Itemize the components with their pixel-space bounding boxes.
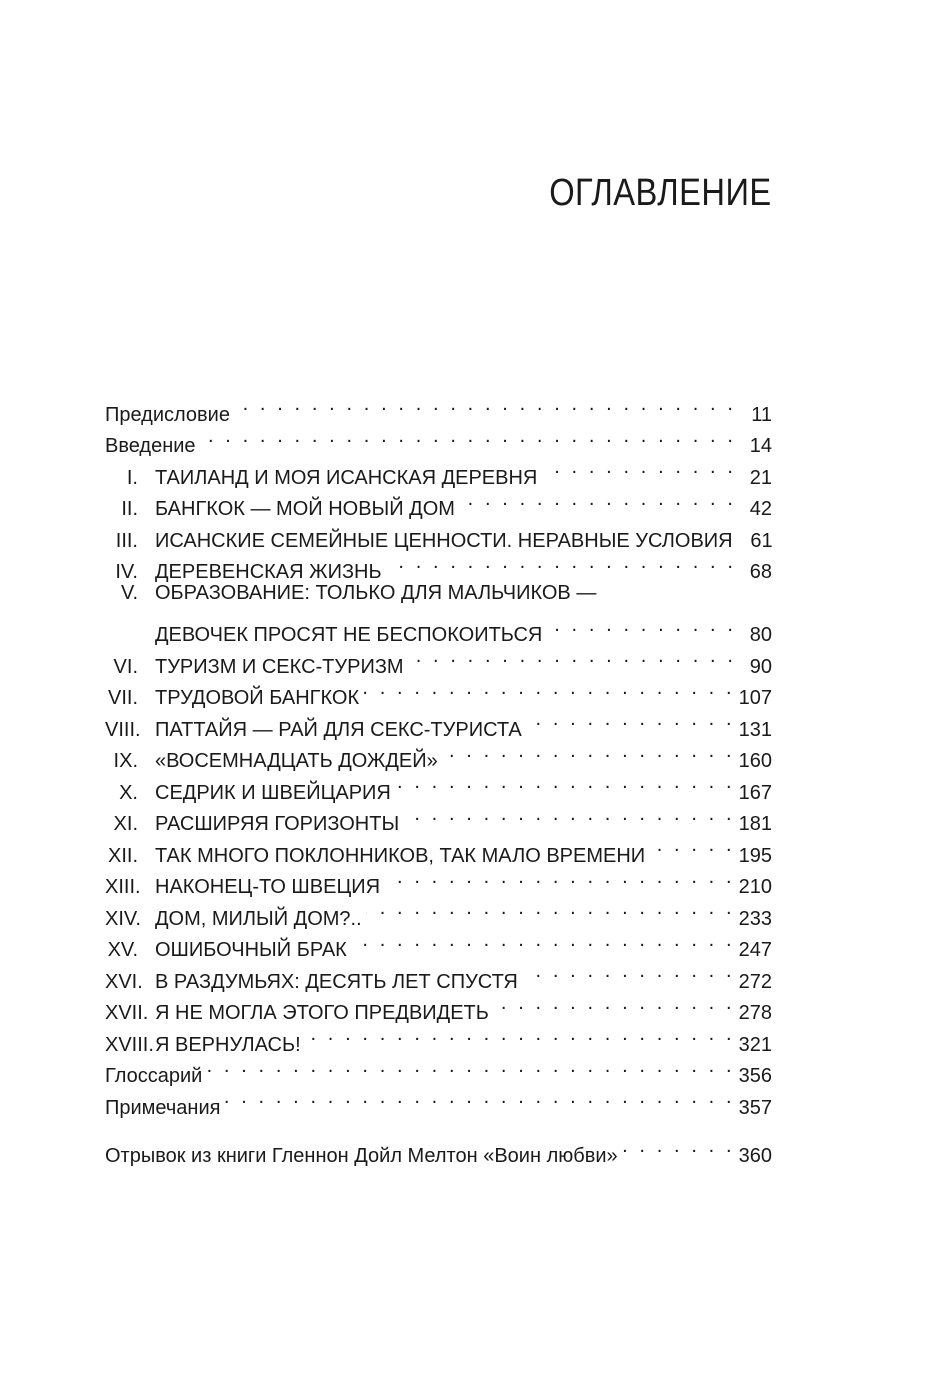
toc-entry-number: IV. (115, 561, 138, 583)
toc-entry-number: X. (119, 781, 138, 804)
toc-entry-page: 360 (738, 1145, 772, 1167)
toc-entry-page: 68 (749, 561, 772, 583)
dot-leader (305, 1019, 735, 1051)
toc-entry-title: ОБРАЗОВАНИЕ: ТОЛЬКО ДЛЯ МАЛЬЧИКОВ — (155, 582, 597, 604)
toc-entry-number: XVIII. (105, 1033, 154, 1056)
toc-entry-number: III. (115, 529, 138, 552)
toc-entry-page: 357 (738, 1096, 772, 1119)
toc-excerpt-row[interactable] (105, 1131, 772, 1167)
toc-entry-title: НАКОНЕЦ-ТО ШВЕЦИЯ (155, 876, 381, 898)
toc-entry-title: ТАИЛАНД И МОЯ ИСАНСКАЯ ДЕРЕВНЯ (155, 466, 538, 489)
dot-leader (351, 925, 735, 957)
toc-entry-page: 80 (749, 624, 772, 646)
toc-entry[interactable] (105, 610, 772, 646)
toc-entry-number: VI. (113, 655, 138, 678)
toc-entry-page: 61 (750, 529, 773, 552)
table-of-contents (105, 389, 773, 1167)
dot-leader (206, 1051, 734, 1083)
page-title: ОГЛАВЛЕНИЕ (549, 172, 772, 214)
toc-entry-title: ПАТТАЙЯ — РАЙ ДЛЯ СЕКС-ТУРИСТА (155, 718, 522, 741)
toc-entry-title: Я НЕ МОГЛА ЭТОГО ПРЕДВИДЕТЬ (155, 1002, 489, 1024)
toc-entry-number: XV. (107, 939, 138, 961)
toc-entry-page: 272 (738, 970, 772, 993)
toc-entry-number: IX. (113, 750, 138, 772)
toc-entry-title: ДОМ, МИЛЫЙ ДОМ?.. (155, 907, 362, 930)
toc-entry-page: 131 (738, 718, 772, 741)
toc-entry-page: 14 (749, 435, 772, 457)
toc-entry-page: 195 (738, 844, 772, 867)
toc-entry[interactable] (105, 1082, 772, 1119)
dot-leader (386, 547, 736, 579)
toc-entry-number: XVI. (105, 970, 143, 993)
dot-leader (546, 610, 736, 642)
toc-entry-page: 21 (749, 466, 772, 489)
dot-leader (363, 673, 735, 705)
toc-entry[interactable] (105, 578, 772, 610)
toc-entry-title: ТАК МНОГО ПОКЛОННИКОВ, ТАК МАЛО ВРЕМЕНИ (155, 844, 646, 867)
dot-leader (442, 736, 735, 768)
toc-entry-number: VIII. (105, 718, 141, 741)
toc-entry-number: XI. (113, 813, 138, 835)
dot-leader (649, 830, 734, 862)
dot-leader (234, 389, 736, 421)
dot-leader (366, 893, 735, 925)
toc-entry-title: «ВОСЕМНАДЦАТЬ ДОЖДЕЙ» (155, 750, 438, 772)
toc-entry-title: Отрывок из книги Гленнон Дойл Мелтон «Воин любви» (105, 1145, 618, 1167)
toc-entry-title: Я ВЕРНУЛАСЬ! (155, 1033, 301, 1056)
toc-entry-title: Предисловие (105, 403, 230, 426)
toc-entry-page: 167 (738, 781, 772, 804)
dot-leader (522, 956, 735, 988)
toc-entry[interactable] (105, 389, 772, 426)
toc-entry-number: VII. (107, 687, 138, 709)
toc-entry-page: 160 (738, 750, 772, 772)
toc-entry[interactable] (105, 452, 772, 489)
toc-entry-page: 11 (751, 403, 772, 426)
dot-leader (459, 484, 736, 516)
dot-leader (395, 767, 735, 799)
dot-leader (408, 641, 736, 673)
toc-entry-number: XIV. (105, 907, 141, 930)
dot-leader (541, 452, 736, 484)
toc-entry-title: ТРУДОВОЙ БАНГКОК (155, 687, 360, 709)
toc-entry-number: XII. (107, 844, 138, 867)
toc-entry-title: ИСАНСКИЕ СЕМЕЙНЫЕ ЦЕННОСТИ. НЕРАВНЫЕ УСЛОВИЯ (155, 529, 733, 552)
toc-entry[interactable] (105, 421, 772, 457)
toc-entry-title: БАНГКОК — МОЙ НОВЫЙ ДОМ (155, 498, 455, 520)
dot-leader (403, 799, 734, 831)
dot-leader (224, 1082, 734, 1114)
toc-entry-number: I. (126, 466, 138, 489)
toc-entry-page: 278 (738, 1002, 772, 1024)
toc-entry-number: II. (121, 498, 138, 520)
toc-entry-title: РАСШИРЯЯ ГОРИЗОНТЫ (155, 813, 400, 835)
toc-entry-number: XIII. (105, 876, 141, 898)
toc-entry-title: ОШИБОЧНЫЙ БРАК (155, 939, 347, 961)
toc-entry-page: 107 (738, 687, 772, 709)
toc-entry-title: Введение (105, 435, 196, 457)
toc-entry-title: ДЕРЕВЕНСКАЯ ЖИЗНЬ (155, 561, 382, 583)
toc-entry-page: 233 (738, 907, 772, 930)
toc-entry-page: 90 (749, 655, 772, 678)
toc-entry-page: 321 (738, 1033, 772, 1056)
toc-entry-page: 42 (749, 498, 772, 520)
dot-leader (493, 988, 735, 1020)
dot-leader (384, 862, 735, 894)
toc-entry-title: В РАЗДУМЬЯХ: ДЕСЯТЬ ЛЕТ СПУСТЯ (155, 970, 518, 993)
toc-entry-page: 210 (738, 876, 772, 898)
toc-entry-title: ТУРИЗМ И СЕКС-ТУРИЗМ (155, 655, 404, 678)
dot-leader (526, 704, 735, 736)
toc-entry-title: СЕДРИК И ШВЕЙЦАРИЯ (155, 781, 391, 804)
toc-entry-page: 181 (738, 813, 772, 835)
toc-entry-title: Глоссарий (105, 1065, 203, 1087)
toc-entry-page: 247 (738, 939, 772, 961)
toc-entry-number: V. (120, 582, 138, 604)
toc-entry-title: ДЕВОЧЕК ПРОСЯТ НЕ БЕСПОКОИТЬСЯ (155, 624, 543, 646)
dot-leader (200, 421, 736, 453)
toc-entry-page: 356 (738, 1065, 772, 1087)
toc-entry-title: Примечания (105, 1096, 221, 1119)
dot-leader (622, 1131, 735, 1163)
toc-entry-number: XVII. (105, 1002, 149, 1024)
